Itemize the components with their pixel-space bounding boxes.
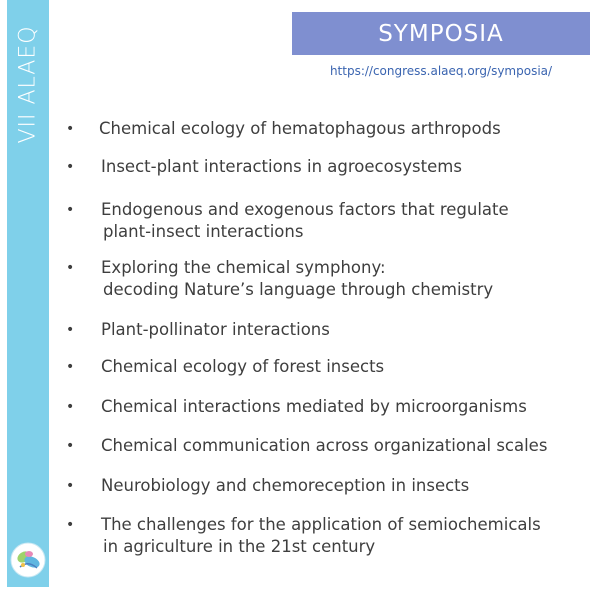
list-item-text-continued: plant-insect interactions [103,222,304,241]
list-item-text: Exploring the chemical symphony: [101,258,386,277]
symposia-url[interactable]: https://congress.alaeq.org/symposia/ [329,64,553,78]
list-item-text: Neurobiology and chemoreception in insects [101,476,470,495]
list-item-text-continued: in agriculture in the 21st century [103,537,376,556]
sidebar-title-text: VII ALAEQ [15,24,41,144]
bullet: • [66,359,75,375]
list-item-text: Plant-pollinator interactions [101,320,330,339]
list-item-text: Chemical communication across organizational scales [101,436,548,455]
list-item-text: Chemical interactions mediated by microorganisms [101,397,527,416]
bullet: • [66,260,75,276]
bullet: • [66,517,75,533]
bullet: • [66,322,75,338]
bullet: • [66,121,75,137]
list-item-text: Chemical ecology of hematophagous arthropods [99,119,501,138]
list-item-text: Chemical ecology of forest insects [101,357,385,376]
bullet: • [66,202,75,218]
header-title: SYMPOSIA [378,20,504,47]
list-item-text: Insect-plant interactions in agroecosystems [101,157,462,176]
list-item-text: The challenges for the application of semiochemicals [101,515,541,534]
list-item-text: Endogenous and exogenous factors that regulate [101,200,509,219]
bullet: • [66,399,75,415]
bullet: • [66,159,75,175]
bullet: • [66,438,75,454]
bullet: • [66,478,75,494]
list-item-text-continued: decoding Nature’s language through chemistry [103,280,494,299]
